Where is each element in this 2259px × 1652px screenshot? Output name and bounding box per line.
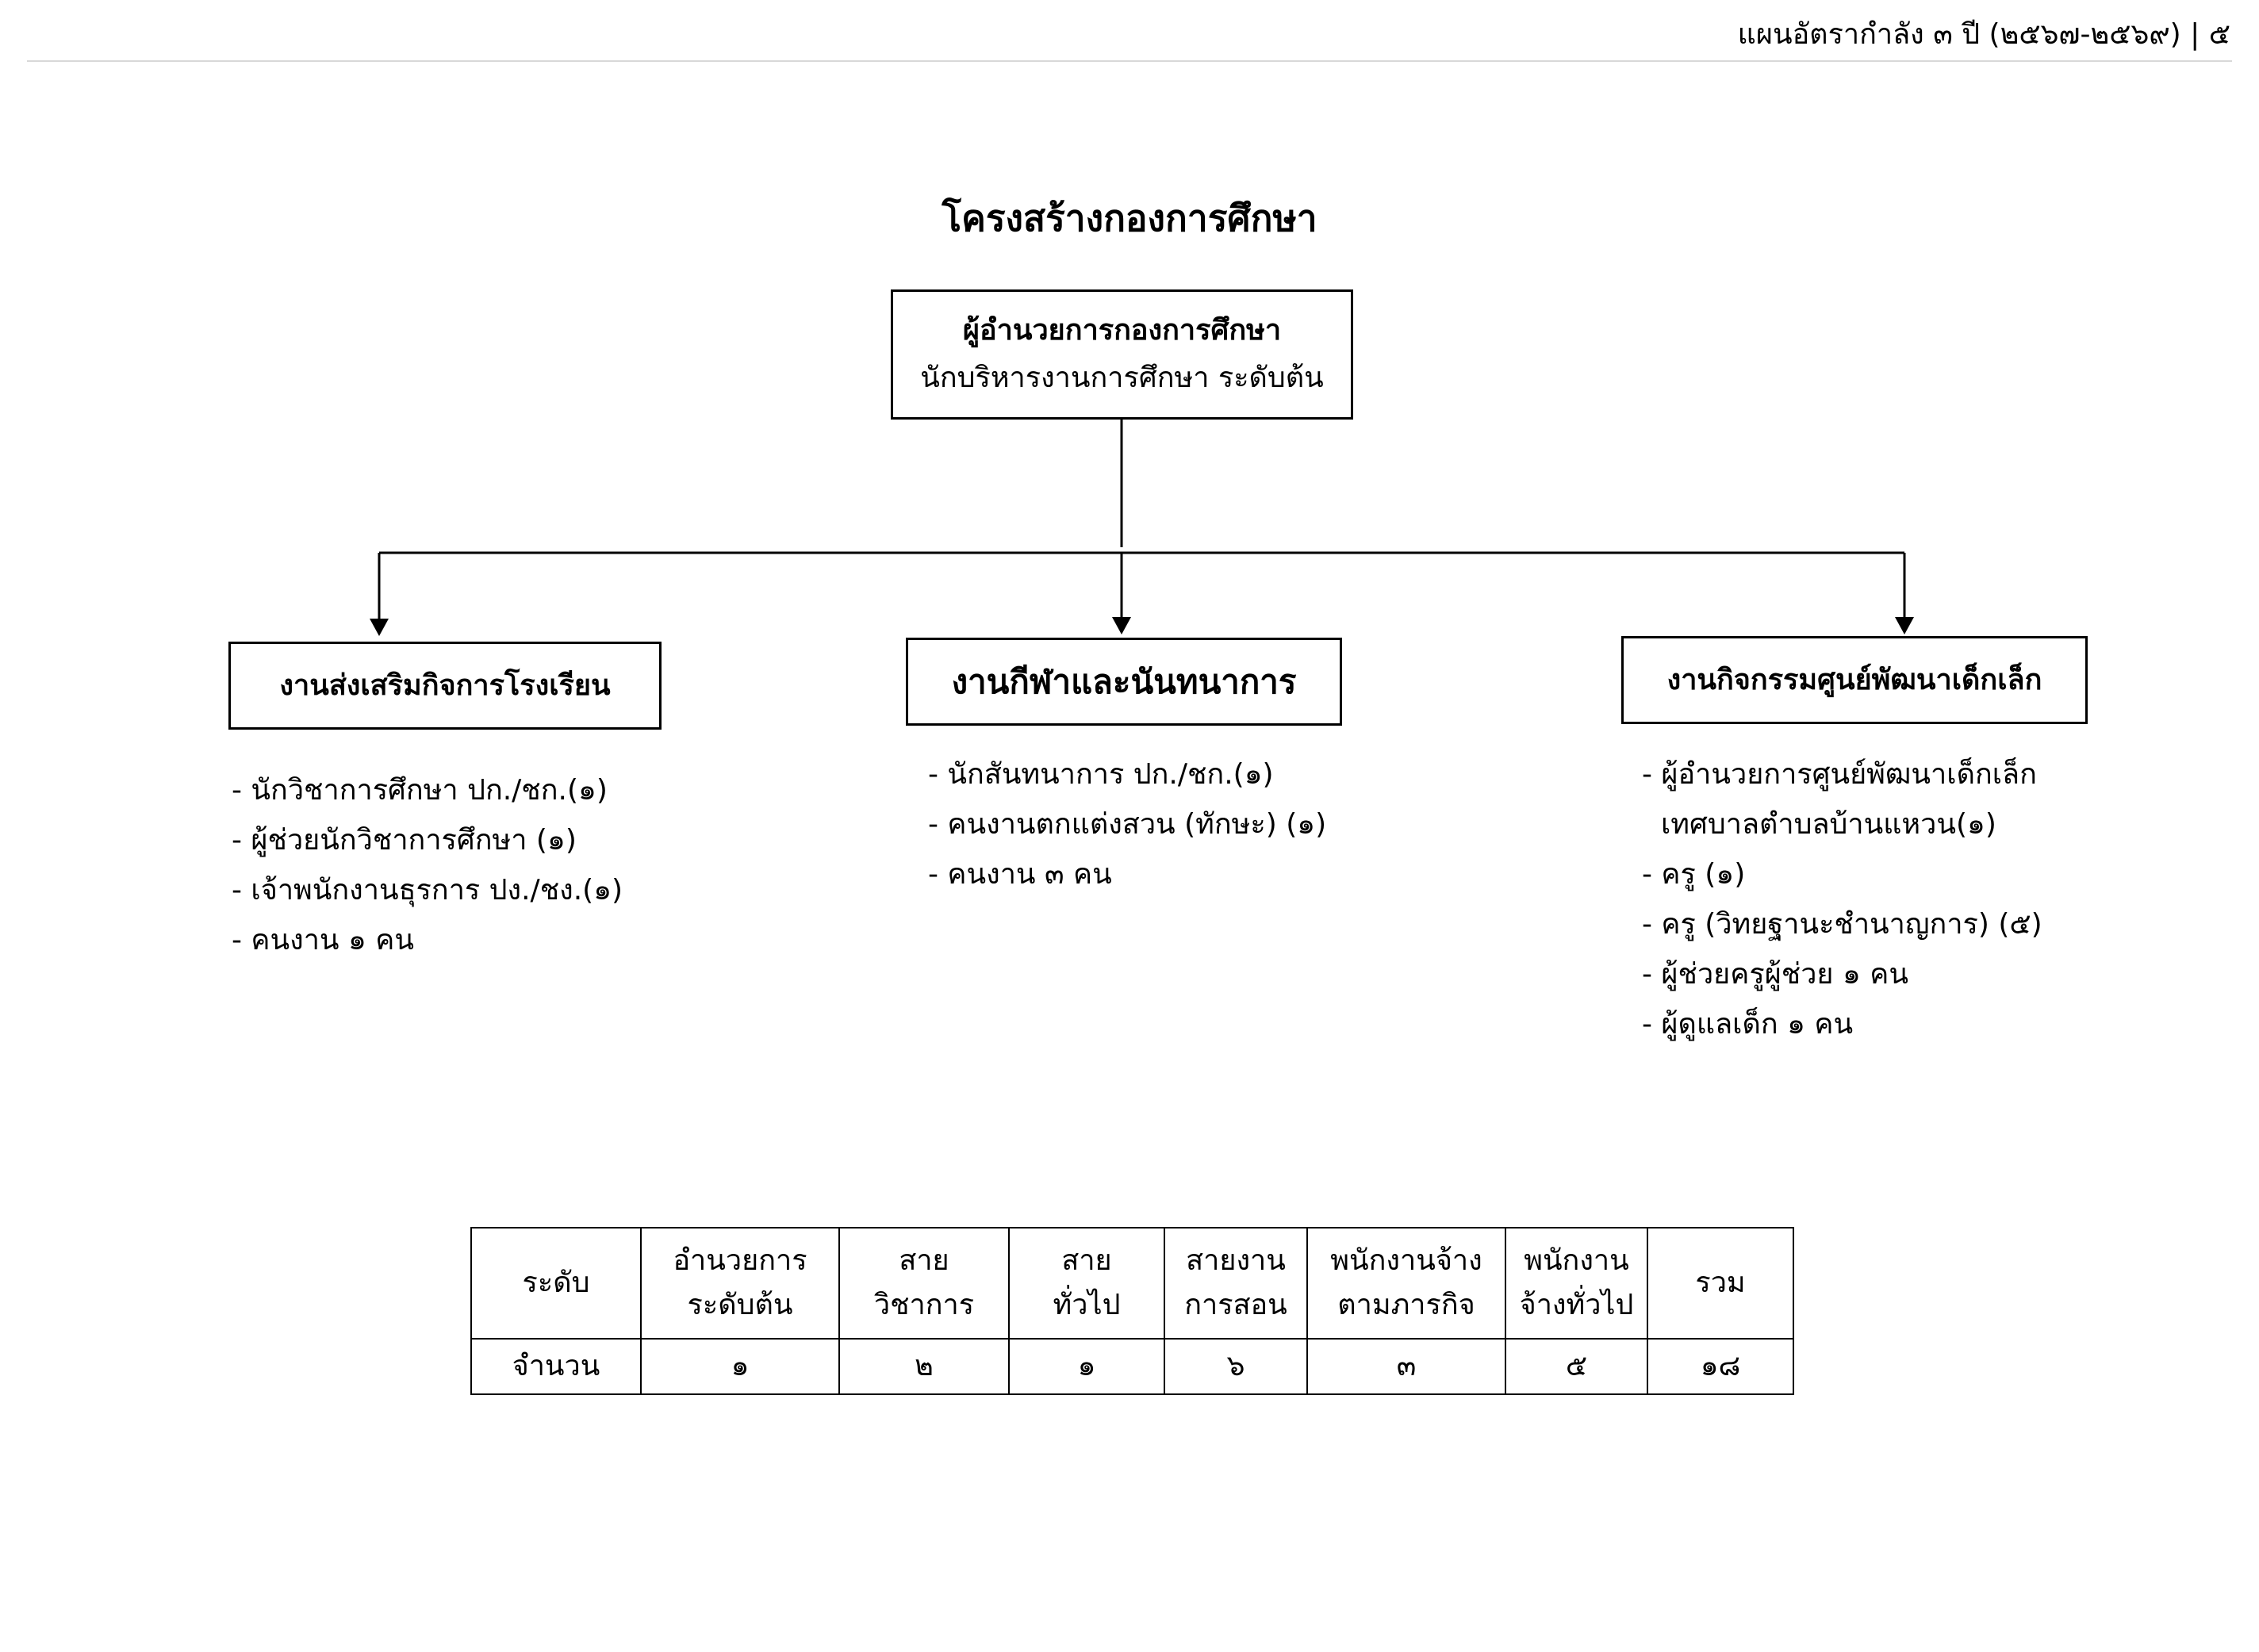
unit-box-child-development: งานกิจกรรมศูนย์พัฒนาเด็กเล็ก <box>1621 636 2088 724</box>
table-header-cell: อำนวยการ ระดับต้น <box>641 1228 839 1339</box>
arrowhead-left <box>370 619 389 636</box>
list-item: - ผู้ดูแลเด็ก ๑ คน <box>1642 1008 1854 1041</box>
director-position: นักบริหารงานการศึกษา ระดับต้น <box>920 362 1324 394</box>
table-header-cell: พนักงานจ้าง ตามภารกิจ <box>1307 1228 1505 1339</box>
arrowhead-right <box>1895 617 1914 634</box>
list-item-continuation: เทศบาลตำบลบ้านแหวน(๑) <box>1661 808 1996 841</box>
table-header-cell: สายงาน การสอน <box>1164 1228 1307 1339</box>
table-header-cell: รวม <box>1647 1228 1793 1339</box>
list-item: - ผู้ช่วยนักวิชาการศึกษา (๑) <box>232 824 577 857</box>
list-item: - คนงานตกแต่งสวน (ทักษะ) (๑) <box>928 808 1327 841</box>
table-header-row <box>471 1228 1793 1339</box>
unit-box-sports-recreation: งานกีฬาและนันทนาการ <box>906 638 1342 726</box>
unit-box-school-affairs: งานส่งเสริมกิจการโรงเรียน <box>228 642 662 730</box>
staff-list-school-affairs <box>232 765 623 965</box>
list-item: - เจ้าพนักงานธุรการ ปง./ชง.(๑) <box>232 874 623 906</box>
table-header-cell: สาย ทั่วไป <box>1009 1228 1164 1339</box>
list-item: - ครู (วิทยฐานะชำนาญการ) (๕) <box>1642 908 2042 941</box>
staff-list-child-development <box>1642 749 2042 1049</box>
arrowhead-mid <box>1112 617 1131 634</box>
table-header-cell: พนักงาน จ้างทั่วไป <box>1505 1228 1647 1339</box>
table-header-cell: ระดับ <box>471 1228 641 1339</box>
table-cell: ๖ <box>1164 1339 1307 1394</box>
list-item: - ผู้อำนวยการศูนย์พัฒนาเด็กเล็ก <box>1642 758 2037 791</box>
page-title: โครงสร้างกองการศึกษา <box>942 197 1317 240</box>
page-header: แผนอัตรากำลัง ๓ ปี (๒๕๖๗-๒๕๖๙) | ๕ <box>1737 18 2230 51</box>
table-cell: ๕ <box>1505 1339 1647 1394</box>
director-box <box>891 289 1353 420</box>
list-item: - นักสันทนาการ ปก./ชก.(๑) <box>928 758 1274 791</box>
table-cell: ๑๘ <box>1647 1339 1793 1394</box>
staff-list-sports-recreation <box>928 749 1326 899</box>
table-cell: จำนวน <box>471 1339 641 1394</box>
director-title: ผู้อำนวยการกองการศึกษา <box>962 314 1282 347</box>
staff-summary-table <box>470 1227 1794 1395</box>
table-cell: ๑ <box>1009 1339 1164 1394</box>
table-cell: ๓ <box>1307 1339 1505 1394</box>
list-item: - คนงาน ๑ คน <box>232 924 414 956</box>
list-item: - ผู้ช่วยครูผู้ช่วย ๑ คน <box>1642 958 1908 991</box>
list-item: - นักวิชาการศึกษา ปก./ชก.(๑) <box>232 774 608 807</box>
table-row <box>471 1339 1793 1394</box>
table-header-cell: สาย วิชาการ <box>839 1228 1009 1339</box>
list-item: - คนงาน ๓ คน <box>928 858 1112 891</box>
table-cell: ๒ <box>839 1339 1009 1394</box>
table-cell: ๑ <box>641 1339 839 1394</box>
list-item: - ครู (๑) <box>1642 858 1746 891</box>
